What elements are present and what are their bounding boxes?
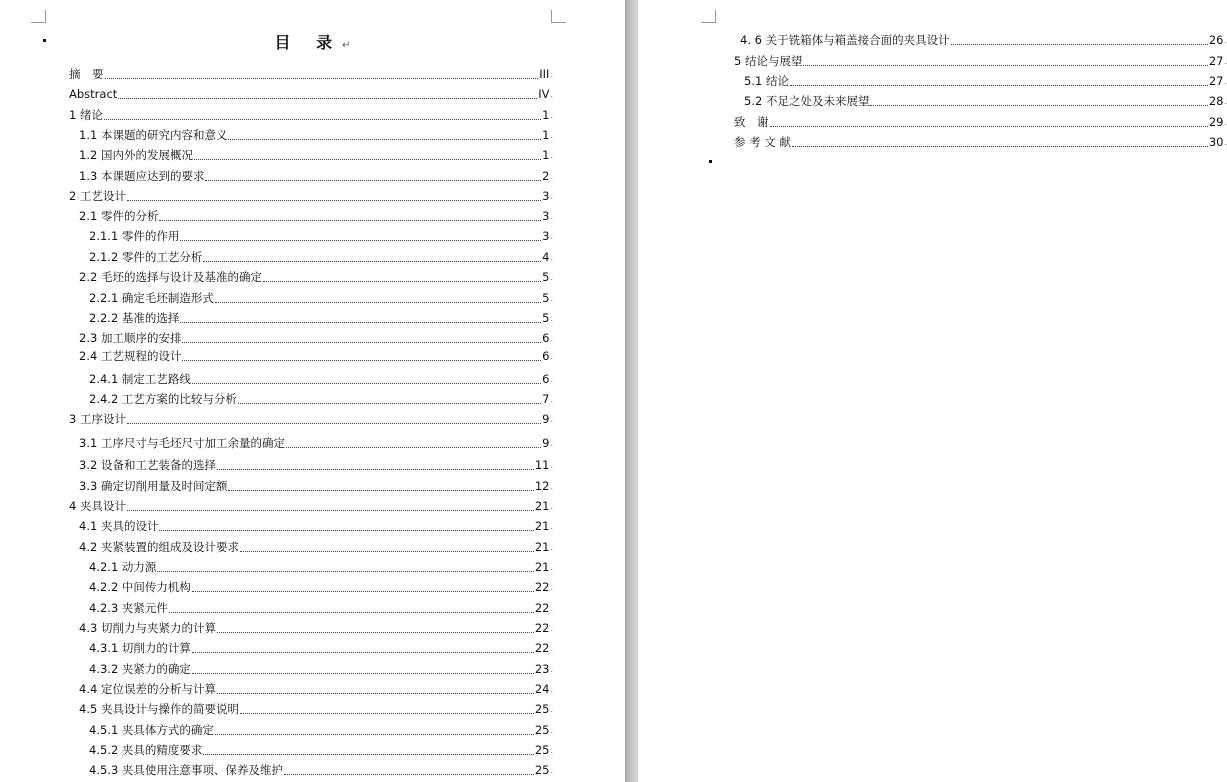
toc-entry[interactable] bbox=[89, 601, 553, 616]
toc-entry-label: 3.1 工序尺寸与毛坯尺寸加工余量的确定 bbox=[79, 436, 285, 450]
dot-leader bbox=[205, 180, 541, 181]
paragraph-end-mark: . bbox=[1224, 57, 1227, 66]
toc-entry-page-number: 9 bbox=[542, 436, 550, 450]
toc-entry[interactable] bbox=[89, 743, 553, 758]
paragraph-end-mark: . bbox=[550, 461, 553, 470]
toc-entry-page-number: 6 bbox=[542, 349, 550, 363]
toc-entry-page-number: 26 bbox=[1208, 33, 1224, 47]
toc-entry-label: 4.5.1 夹具体方式的确定 bbox=[89, 723, 214, 737]
toc-entry-page-number: 25 bbox=[534, 763, 550, 777]
paragraph-end-mark: . bbox=[1224, 138, 1227, 147]
dot-leader bbox=[870, 105, 1207, 106]
dot-leader bbox=[194, 159, 541, 160]
toc-entry[interactable] bbox=[69, 189, 553, 204]
crop-mark-top-left bbox=[31, 10, 46, 23]
toc-entry-label: 2.3 加工顺序的安排 bbox=[79, 331, 182, 345]
toc-entry[interactable] bbox=[79, 479, 553, 494]
dot-leader bbox=[284, 774, 534, 775]
paragraph-end-mark: . bbox=[550, 273, 553, 282]
paragraph-end-mark: . bbox=[550, 705, 553, 714]
paragraph-end-mark: . bbox=[550, 352, 553, 361]
toc-entry-page-number: 3 bbox=[542, 209, 550, 223]
toc-entry-page-number: 3 bbox=[542, 229, 550, 243]
dot-leader bbox=[159, 220, 541, 221]
paragraph-end-mark: . bbox=[550, 766, 553, 775]
toc-entry-label: 3 工序设计 bbox=[69, 412, 126, 426]
paragraph-end-mark: . bbox=[550, 151, 553, 160]
paragraph-end-mark: . bbox=[550, 685, 553, 694]
toc-entry-label: Abstract bbox=[69, 87, 118, 101]
toc-entry[interactable] bbox=[79, 331, 553, 346]
toc-entry-page-number: 3 bbox=[542, 189, 550, 203]
paragraph-end-mark: . bbox=[550, 482, 553, 491]
paragraph-end-mark: . bbox=[550, 314, 553, 323]
toc-entry[interactable] bbox=[79, 270, 553, 285]
dot-leader bbox=[182, 360, 541, 361]
toc-entry[interactable] bbox=[79, 148, 553, 163]
toc-entry[interactable] bbox=[79, 702, 553, 717]
toc-entry-page-number: 30 bbox=[1208, 135, 1224, 149]
toc-entry[interactable] bbox=[734, 115, 1227, 130]
paragraph-end-mark: . bbox=[550, 644, 553, 653]
toc-entry-page-number: 27 bbox=[1208, 54, 1224, 68]
dot-leader bbox=[951, 44, 1208, 45]
paragraph-end-mark: . bbox=[550, 212, 553, 221]
paragraph-end-mark: . bbox=[550, 502, 553, 511]
paragraph-end-mark: . bbox=[550, 543, 553, 552]
toc-entry-label: 3.2 设备和工艺装备的选择 bbox=[79, 458, 216, 472]
toc-entry-label: 2.1 零件的分析 bbox=[79, 209, 159, 223]
toc-entry[interactable] bbox=[79, 540, 553, 555]
toc-entry-label: 4.5 夹具设计与操作的简要说明 bbox=[79, 702, 239, 716]
toc-entry-label: 5 结论与展望 bbox=[734, 54, 803, 68]
toc-entry[interactable] bbox=[89, 560, 553, 575]
dot-leader bbox=[217, 632, 534, 633]
toc-entry-label: 2.4.2 工艺方案的比较与分析 bbox=[89, 392, 237, 406]
toc-entry[interactable] bbox=[79, 458, 553, 473]
toc-entry[interactable] bbox=[79, 349, 553, 364]
toc-entry-label: 4.3.2 夹紧力的确定 bbox=[89, 662, 191, 676]
dot-leader bbox=[104, 119, 541, 120]
dot-leader bbox=[215, 302, 541, 303]
dot-leader bbox=[182, 342, 541, 343]
paragraph-mark bbox=[709, 160, 712, 163]
dot-leader bbox=[127, 423, 541, 424]
paragraph-end-mark: . bbox=[550, 604, 553, 613]
toc-entry-label: 4.5.3 夹具使用注意事项、保养及维护 bbox=[89, 763, 283, 777]
toc-entry-page-number: 27 bbox=[1208, 74, 1224, 88]
dot-leader bbox=[803, 65, 1207, 66]
toc-entry-page-number: 29 bbox=[1208, 115, 1224, 129]
dot-leader bbox=[127, 200, 541, 201]
toc-entry-label: 5.2 不足之处及未来展望 bbox=[744, 94, 870, 108]
toc-entry[interactable] bbox=[69, 108, 553, 123]
dot-leader bbox=[169, 612, 534, 613]
paragraph-end-mark: . bbox=[550, 563, 553, 572]
toc-entry-page-number: 28 bbox=[1208, 94, 1224, 108]
toc-entry[interactable] bbox=[744, 74, 1227, 89]
toc-entry-label: 5.1 结论 bbox=[744, 74, 789, 88]
paragraph-end-mark: . bbox=[550, 375, 553, 384]
toc-entry-page-number: 21 bbox=[534, 519, 550, 533]
toc-entry-label: 致 谢 bbox=[734, 115, 769, 129]
toc-entry-label: 1.3 本课题应达到的要求 bbox=[79, 169, 205, 183]
toc-entry-page-number: 22 bbox=[534, 621, 550, 635]
toc-entry[interactable] bbox=[734, 135, 1227, 150]
paragraph-end-mark: . bbox=[550, 726, 553, 735]
dot-leader bbox=[792, 146, 1208, 147]
toc-entry-label: 4.2.2 中间传力机构 bbox=[89, 580, 191, 594]
paragraph-end-mark: . bbox=[550, 415, 553, 424]
toc-entry[interactable] bbox=[89, 723, 553, 738]
toc-entry-label: 2.2.1 确定毛坯制造形式 bbox=[89, 291, 214, 305]
toc-entry[interactable] bbox=[79, 519, 553, 534]
toc-entry-page-number: 5 bbox=[542, 311, 550, 325]
toc-entry[interactable] bbox=[79, 169, 553, 184]
return-mark-icon: ↵ bbox=[342, 40, 351, 51]
toc-entry-label: 4.3 切削力与夹紧力的计算 bbox=[79, 621, 216, 635]
toc-entry[interactable] bbox=[740, 33, 1227, 48]
dot-leader bbox=[263, 281, 541, 282]
toc-entry-label: 4.4 定位误差的分析与计算 bbox=[79, 682, 216, 696]
paragraph-end-mark: . bbox=[550, 294, 553, 303]
dot-leader bbox=[770, 126, 1208, 127]
dot-leader bbox=[192, 383, 541, 384]
paragraph-end-mark: . bbox=[550, 172, 553, 181]
toc-entry-label: 2.4.1 制定工艺路线 bbox=[89, 372, 191, 386]
toc-entry[interactable] bbox=[69, 412, 553, 427]
toc-entry[interactable] bbox=[89, 641, 553, 656]
dot-leader bbox=[192, 673, 534, 674]
paragraph-end-mark: . bbox=[550, 665, 553, 674]
toc-entry-page-number: 6 bbox=[542, 372, 550, 386]
dot-leader bbox=[159, 530, 533, 531]
toc-entry[interactable] bbox=[79, 621, 553, 636]
paragraph-end-mark: . bbox=[550, 395, 553, 404]
paragraph-end-mark: . bbox=[550, 192, 553, 201]
toc-title-text: 目 录 bbox=[274, 33, 343, 52]
toc-entry-page-number: 6 bbox=[542, 331, 550, 345]
paragraph-end-mark: . bbox=[1224, 97, 1227, 106]
toc-entry[interactable] bbox=[89, 662, 553, 677]
toc-entry-label: 2.4 工艺规程的设计 bbox=[79, 349, 182, 363]
toc-entry-page-number: 21 bbox=[534, 540, 550, 554]
dot-leader bbox=[217, 469, 534, 470]
dot-leader bbox=[286, 447, 541, 448]
toc-entry[interactable] bbox=[89, 372, 553, 387]
toc-entry[interactable] bbox=[69, 67, 553, 82]
dot-leader bbox=[118, 98, 537, 99]
page-gap bbox=[625, 0, 638, 782]
toc-entry-label: 1.2 国内外的发展概况 bbox=[79, 148, 193, 162]
dot-leader bbox=[127, 510, 534, 511]
dot-leader bbox=[192, 652, 534, 653]
toc-entry-label: 4 夹具设计 bbox=[69, 499, 126, 513]
toc-entry[interactable] bbox=[79, 128, 553, 143]
paragraph-end-mark: . bbox=[550, 253, 553, 262]
document-page-right[interactable] bbox=[638, 0, 1227, 782]
toc-entry-label: 4.2 夹紧装置的组成及设计要求 bbox=[79, 540, 239, 554]
dot-leader bbox=[157, 571, 533, 572]
toc-entry-label: 2 工艺设计 bbox=[69, 189, 126, 203]
paragraph-end-mark: . bbox=[550, 522, 553, 531]
dot-leader bbox=[203, 261, 541, 262]
toc-entry-label: 4.1 夹具的设计 bbox=[79, 519, 159, 533]
dot-leader bbox=[228, 490, 533, 491]
dot-leader bbox=[228, 139, 541, 140]
toc-entry-page-number: 9 bbox=[542, 412, 550, 426]
toc-entry-page-number: 24 bbox=[534, 682, 550, 696]
paragraph-end-mark: . bbox=[550, 439, 553, 448]
paragraph-end-mark: . bbox=[550, 334, 553, 343]
toc-entry-page-number: III bbox=[539, 67, 550, 81]
toc-entry-page-number: 5 bbox=[542, 270, 550, 284]
crop-mark-top-left bbox=[701, 10, 716, 23]
toc-entry-page-number: 22 bbox=[534, 641, 550, 655]
toc-entry-page-number: 7 bbox=[542, 392, 550, 406]
paragraph-end-mark: . bbox=[1224, 36, 1227, 45]
toc-entry-label: 1 绪论 bbox=[69, 108, 103, 122]
toc-entry-label: 1.1 本课题的研究内容和意义 bbox=[79, 128, 228, 142]
paragraph-end-mark: . bbox=[1224, 77, 1227, 86]
paragraph-end-mark: . bbox=[550, 131, 553, 140]
paragraph-end-mark: . bbox=[550, 90, 553, 99]
toc-entry-page-number: 5 bbox=[542, 291, 550, 305]
toc-entry-page-number: 25 bbox=[534, 702, 550, 716]
toc-entry-label: 2.2.2 基准的选择 bbox=[89, 311, 180, 325]
paragraph-end-mark: . bbox=[550, 746, 553, 755]
toc-entry[interactable] bbox=[89, 311, 553, 326]
dot-leader bbox=[203, 754, 533, 755]
toc-entry[interactable] bbox=[89, 763, 553, 778]
toc-entry[interactable] bbox=[744, 94, 1227, 109]
toc-entry-page-number: 23 bbox=[534, 662, 550, 676]
toc-entry-page-number: 1 bbox=[542, 128, 550, 142]
paragraph-end-mark: . bbox=[550, 111, 553, 120]
toc-title bbox=[0, 30, 625, 53]
toc-entry-page-number: IV bbox=[538, 87, 550, 101]
dot-leader bbox=[105, 78, 539, 79]
toc-entry[interactable] bbox=[79, 682, 553, 697]
dot-leader bbox=[217, 693, 534, 694]
toc-entry[interactable] bbox=[89, 580, 553, 595]
paragraph-end-mark: . bbox=[550, 583, 553, 592]
dot-leader bbox=[180, 240, 541, 241]
toc-entry-page-number: 1 bbox=[542, 108, 550, 122]
toc-entry[interactable] bbox=[89, 291, 553, 306]
toc-entry[interactable] bbox=[734, 54, 1227, 69]
toc-entry-label: 4. 6 关于铣箱体与箱盖接合面的夹具设计 bbox=[740, 33, 950, 47]
toc-entry-page-number: 22 bbox=[534, 601, 550, 615]
toc-entry-label: 摘 要 bbox=[69, 67, 104, 81]
toc-entry-label: 3.3 确定切削用量及时间定额 bbox=[79, 479, 228, 493]
toc-entry[interactable] bbox=[69, 499, 553, 514]
toc-entry[interactable] bbox=[89, 250, 553, 265]
toc-entry-page-number: 21 bbox=[534, 560, 550, 574]
toc-entry-label: 2.2 毛坯的选择与设计及基准的确定 bbox=[79, 270, 262, 284]
toc-entry-page-number: 11 bbox=[534, 458, 550, 472]
paragraph-end-mark: . bbox=[550, 624, 553, 633]
crop-mark-top-right bbox=[551, 10, 566, 23]
toc-entry-label: 参 考 文 献 bbox=[734, 135, 791, 149]
toc-entry[interactable] bbox=[89, 229, 553, 244]
toc-entry-label: 4.3.1 切削力的计算 bbox=[89, 641, 191, 655]
toc-entry[interactable] bbox=[79, 209, 553, 224]
toc-entry[interactable] bbox=[89, 392, 553, 407]
toc-entry-label: 4.2.3 夹紧元件 bbox=[89, 601, 168, 615]
toc-entry-label: 2.1.1 零件的作用 bbox=[89, 229, 180, 243]
toc-entry-label: 4.5.2 夹具的精度要求 bbox=[89, 743, 203, 757]
dot-leader bbox=[215, 734, 534, 735]
toc-entry[interactable] bbox=[79, 436, 553, 451]
toc-entry[interactable] bbox=[69, 87, 553, 102]
paragraph-end-mark: . bbox=[1224, 118, 1227, 127]
dot-leader bbox=[192, 591, 534, 592]
toc-entry-page-number: 25 bbox=[534, 743, 550, 757]
toc-entry-label: 4.2.1 动力源 bbox=[89, 560, 157, 574]
toc-entry-page-number: 25 bbox=[534, 723, 550, 737]
dot-leader bbox=[240, 713, 534, 714]
toc-entry-page-number: 4 bbox=[542, 250, 550, 264]
dot-leader bbox=[180, 322, 541, 323]
toc-entry-page-number: 21 bbox=[534, 499, 550, 513]
toc-entry-page-number: 22 bbox=[534, 580, 550, 594]
paragraph-end-mark: . bbox=[550, 70, 553, 79]
toc-entry-page-number: 1 bbox=[542, 148, 550, 162]
dot-leader bbox=[790, 85, 1208, 86]
toc-entry-label: 2.1.2 零件的工艺分析 bbox=[89, 250, 203, 264]
dot-leader bbox=[240, 551, 534, 552]
toc-entry-page-number: 2 bbox=[542, 169, 550, 183]
toc-entry-page-number: 12 bbox=[534, 479, 550, 493]
dot-leader bbox=[238, 403, 541, 404]
paragraph-end-mark: . bbox=[550, 232, 553, 241]
